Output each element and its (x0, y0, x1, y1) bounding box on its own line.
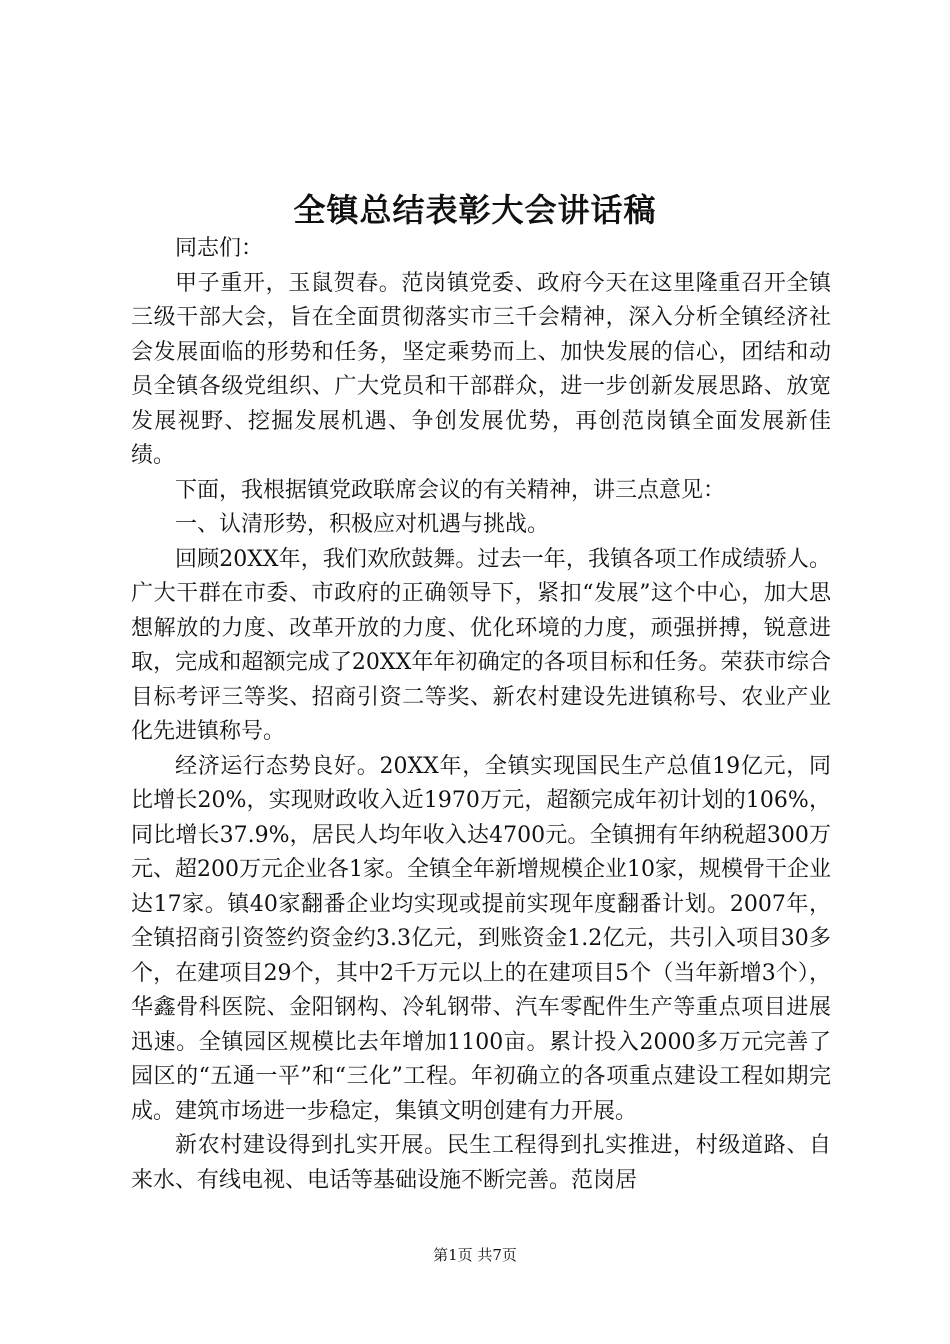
page-number-footer: 第1页 共7页 (433, 1246, 517, 1264)
outline-paragraph: 下面，我根据镇党政联席会议的有关精神，讲三点意见： (175, 477, 726, 503)
rural-construction-paragraph: 新农村建设得到扎实开展。民生工程得到扎实推进，村级道路、自来水、有线电视、电话等基础设施不断完善。范岗居 (131, 1133, 831, 1193)
document-title: 全镇总结表彰大会讲话稿 (293, 191, 657, 229)
section-heading-1: 一、认清形势，积极应对机遇与挑战。 (175, 512, 550, 537)
intro-paragraph: 甲子重开，玉鼠贺春。范岗镇党委、政府今天在这里隆重召开全镇三级干部大会，旨在全面贯彻落实市三千会精神，深入分析全镇经济社会发展面临的形势和任务，坚定乘势而上、加快发展的信心，团结和动员全镇各级党组织、广大党员和干部群众，进一步创新发展思路、放宽发展视野、挖掘发展机遇、争创发展优势，再创范岗镇全面发展新佳绩。 (131, 270, 831, 468)
economy-paragraph: 经济运行态势良好。20XX年，全镇实现国民生产总值19亿元，同比增长20%，实现财政收入近1970万元，超额完成年初计划的106%，同比增长37.9%，居民人均年收入达4700元。全镇拥有年纳税超300万元、超200万元企业各1家。全镇全年新增规模企业10家，规模骨干企业达17家。镇40家翻番企业均实现或提前实现年度翻番计划。2007年，全镇招商引资签约资金约3.3亿元，到账资金1.2亿元，共引入项目30多个，在建项目29个，其中2千万元以上的在建项目5个（当年新增3个），华鑫骨科医院、金阳钢构、冷轧钢带、汽车零配件生产等重点项目进展迅速。全镇园区规模比去年增加1100亩。累计投入2000多万元完善了园区的“五通一平”和“三化”工程。年初确立的各项重点建设工程如期完成。建筑市场进一步稳定，集镇文明创建有力开展。 (131, 753, 831, 1124)
salutation-paragraph: 同志们： (175, 236, 264, 261)
document-body (131, 232, 831, 1198)
review-paragraph: 回顾20XX年，我们欢欣鼓舞。过去一年，我镇各项工作成绩骄人。广大干群在市委、市政府的正确领导下，紧扣“发展”这个中心，加大思想解放的力度、改革开放的力度、优化环境的力度，顽强拼搏，锐意进取，完成和超额完成了20XX年年初确定的各项目标和任务。荣获市综合目标考评三等奖、招商引资二等奖、新农村建设先进镇称号、农业产业化先进镇称号。 (131, 546, 831, 744)
